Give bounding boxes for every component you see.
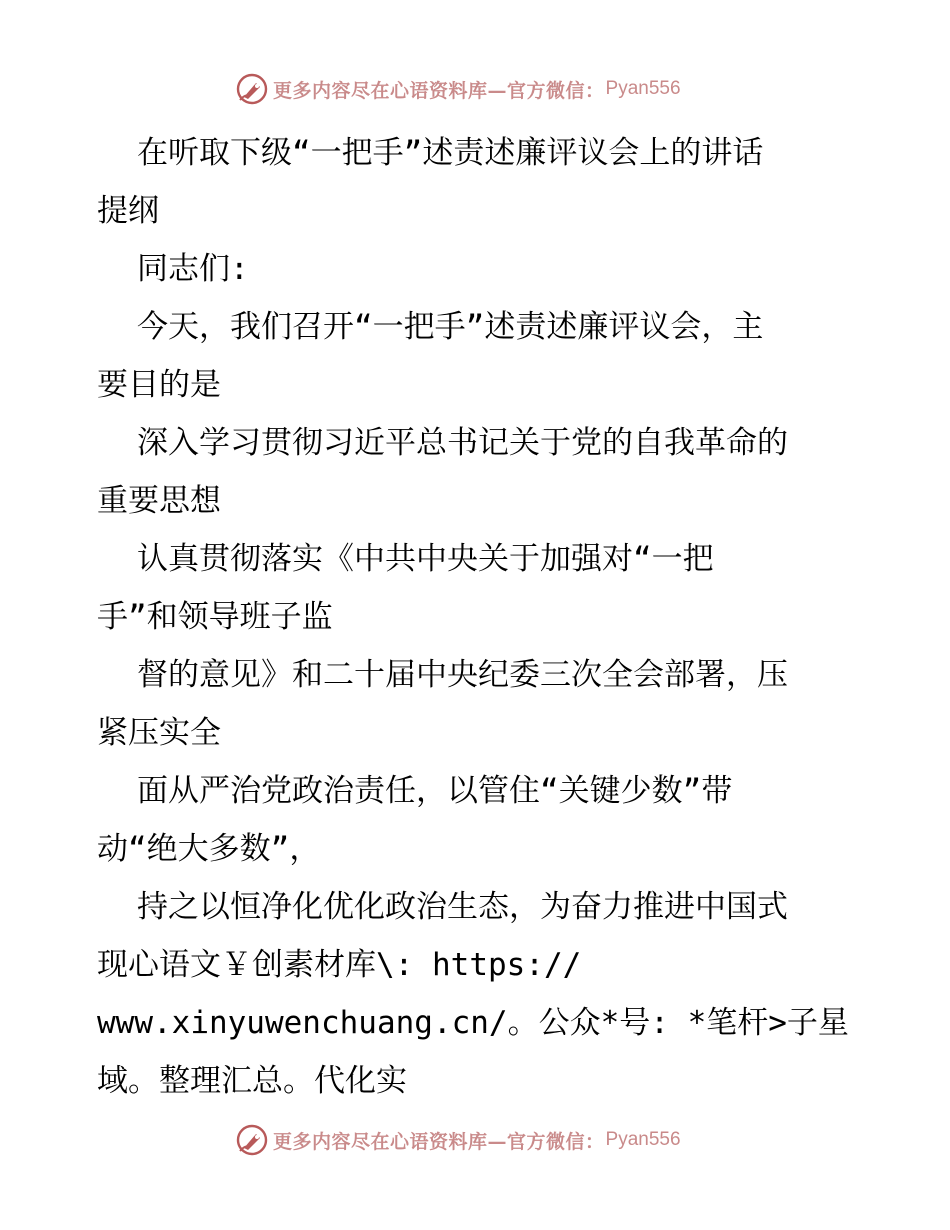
document-body <box>97 124 857 1110</box>
text-line: 认真贯彻落实《中共中央关于加强对“一把 <box>137 541 714 577</box>
text-line: 重要思想 <box>97 483 221 519</box>
header-banner-text: 更多内容尽在心语资料库—官方微信： <box>273 79 605 102</box>
text-line: 要目的是 <box>97 367 221 403</box>
text-line: 手”和领导班子监 <box>97 599 333 635</box>
text-line-title-1: 在听取下级“一把手”述责述廉评议会上的讲话 <box>137 135 764 171</box>
text-line: 今天，我们召开“一把手”述责述廉评议会，主 <box>137 309 764 345</box>
text-line-title-2: 提纲 <box>97 193 159 229</box>
text-line: 域。整理汇总。代化实 <box>97 1063 407 1099</box>
text-line-salutation: 同志们: <box>137 251 249 287</box>
header-banner <box>235 72 681 106</box>
text-line: 面从严治党政治责任，以管住“关键少数”带 <box>137 773 733 809</box>
footer-banner-wechat-id: Pyan556 <box>605 1129 681 1150</box>
text-line: 督的意见》和二十届中央纪委三次全会部署，压 <box>137 657 788 693</box>
footer-banner <box>235 1123 681 1157</box>
text-line: 现心语文￥创素材库\: https:// <box>97 947 582 983</box>
pen-nib-logo-icon <box>235 72 269 106</box>
text-line: 持之以恒净化优化政治生态，为奋力推进中国式 <box>137 889 788 925</box>
text-line-url: www.xinyuwenchuang.cn/。公众*号: *笔杆>子星 <box>97 1005 849 1041</box>
text-line: 动“绝大多数”， <box>97 831 321 867</box>
header-banner-wechat-id: Pyan556 <box>605 78 681 99</box>
text-line: 紧压实全 <box>97 715 221 751</box>
footer-banner-text: 更多内容尽在心语资料库—官方微信： <box>273 1130 605 1153</box>
text-line: 深入学习贯彻习近平总书记关于党的自我革命的 <box>137 425 788 461</box>
pen-nib-logo-icon <box>235 1123 269 1157</box>
